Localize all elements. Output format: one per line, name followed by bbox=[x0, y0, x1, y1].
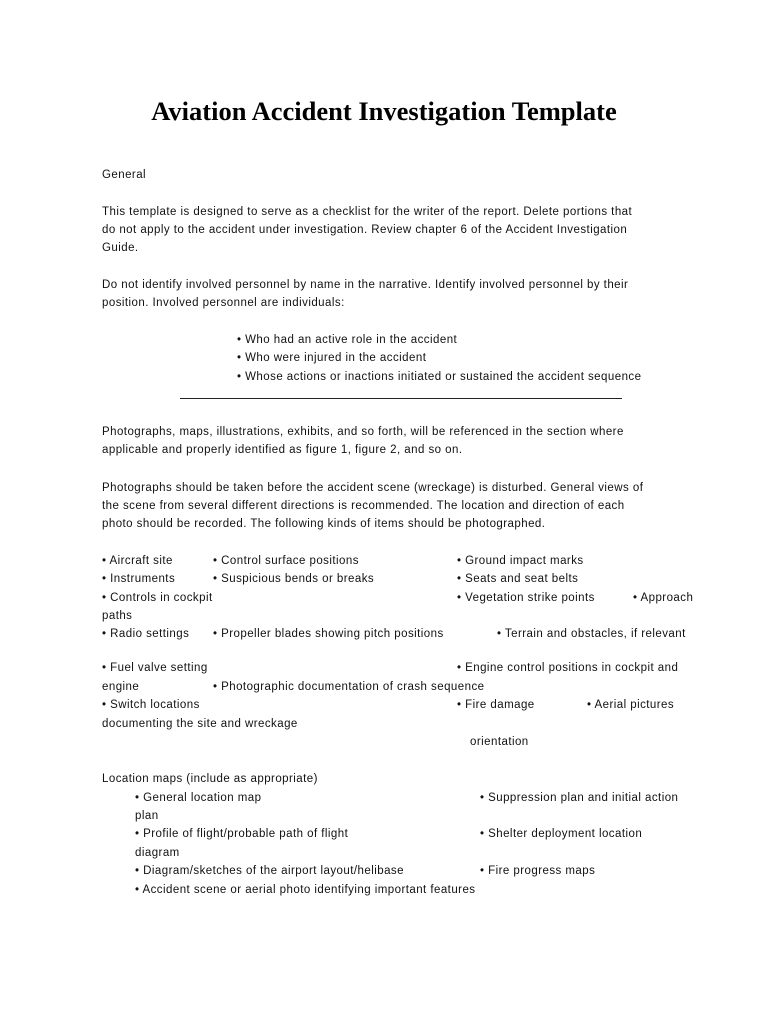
map-checklist-item: • Fire progress maps bbox=[480, 865, 596, 877]
section-heading-general: General bbox=[102, 169, 147, 181]
photo-checklist-item: • Seats and seat belts bbox=[457, 573, 579, 585]
photo-checklist-continuation: documenting the site and wreckage bbox=[102, 718, 298, 730]
personnel-bullet-item: • Whose actions or inactions initiated or sustained the accident sequence bbox=[237, 371, 642, 383]
personnel-paragraph-line: position. Involved personnel are individuals: bbox=[102, 297, 345, 309]
map-checklist-continuation: diagram bbox=[135, 847, 180, 859]
document-title: Aviation Accident Investigation Template bbox=[151, 96, 617, 126]
photo-checklist-item: • Terrain and obstacles, if relevant bbox=[497, 628, 686, 640]
intro-paragraph-line: This template is designed to serve as a checklist for the writer of the report. Delete portions that bbox=[102, 206, 633, 218]
map-checklist-item: • Suppression plan and initial action bbox=[480, 792, 679, 804]
map-checklist-item: • Diagram/sketches of the airport layout/helibase bbox=[135, 865, 404, 877]
photo-checklist-item: • Switch locations bbox=[102, 699, 200, 711]
intro-paragraph-line: Guide. bbox=[102, 242, 139, 254]
reference-paragraph-line: Photographs, maps, illustrations, exhibits, and so forth, will be referenced in the section where bbox=[102, 426, 624, 438]
photo-paragraph-line: photo should be recorded. The following kinds of items should be photographed. bbox=[102, 518, 546, 530]
photo-checklist-item: • Aerial pictures bbox=[587, 699, 675, 711]
map-checklist-item: • Profile of flight/probable path of flight bbox=[135, 828, 349, 840]
personnel-bullet-item: • Who were injured in the accident bbox=[237, 352, 427, 364]
photo-checklist-item: • Radio settings bbox=[102, 628, 190, 640]
map-checklist-item: • General location map bbox=[135, 792, 262, 804]
photo-checklist-continuation: paths bbox=[102, 610, 133, 622]
horizontal-divider bbox=[180, 398, 622, 399]
map-checklist-continuation: plan bbox=[135, 810, 159, 822]
photo-paragraph-line: the scene from several different directions is recommended. The location and direction of each bbox=[102, 500, 625, 512]
photo-checklist-item: • Control surface positions bbox=[213, 555, 359, 567]
personnel-bullet-item: • Who had an active role in the accident bbox=[237, 334, 458, 346]
photo-checklist-item: • Propeller blades showing pitch positions bbox=[213, 628, 444, 640]
section-heading-location-maps: Location maps (include as appropriate) bbox=[102, 773, 318, 785]
photo-checklist-item: • Vegetation strike points bbox=[457, 592, 595, 604]
photo-checklist-item: • Controls in cockpit bbox=[102, 592, 213, 604]
photo-checklist-item: • Instruments bbox=[102, 573, 176, 585]
photo-checklist-item: • Suspicious bends or breaks bbox=[213, 573, 375, 585]
reference-paragraph-line: applicable and properly identified as figure 1, figure 2, and so on. bbox=[102, 444, 463, 456]
photo-checklist-item: • Approach bbox=[633, 592, 694, 604]
photo-paragraph-line: Photographs should be taken before the accident scene (wreckage) is disturbed. General views of bbox=[102, 482, 644, 494]
photo-checklist-continuation: orientation bbox=[470, 736, 529, 748]
photo-checklist-item: • Engine control positions in cockpit and bbox=[457, 662, 679, 674]
photo-checklist-item: • Fuel valve setting bbox=[102, 662, 208, 674]
photo-checklist-item: • Photographic documentation of crash sequence bbox=[213, 681, 485, 693]
personnel-paragraph-line: Do not identify involved personnel by name in the narrative. Identify involved personnel by their bbox=[102, 279, 629, 291]
intro-paragraph-line: do not apply to the accident under investigation. Review chapter 6 of the Accident Investigation bbox=[102, 224, 628, 236]
map-checklist-item: • Accident scene or aerial photo identifying important features bbox=[135, 884, 476, 896]
photo-checklist-continuation: engine bbox=[102, 681, 140, 693]
photo-checklist-item: • Fire damage bbox=[457, 699, 535, 711]
photo-checklist-item: • Ground impact marks bbox=[457, 555, 584, 567]
map-checklist-item: • Shelter deployment location bbox=[480, 828, 643, 840]
photo-checklist-item: • Aircraft site bbox=[102, 555, 173, 567]
